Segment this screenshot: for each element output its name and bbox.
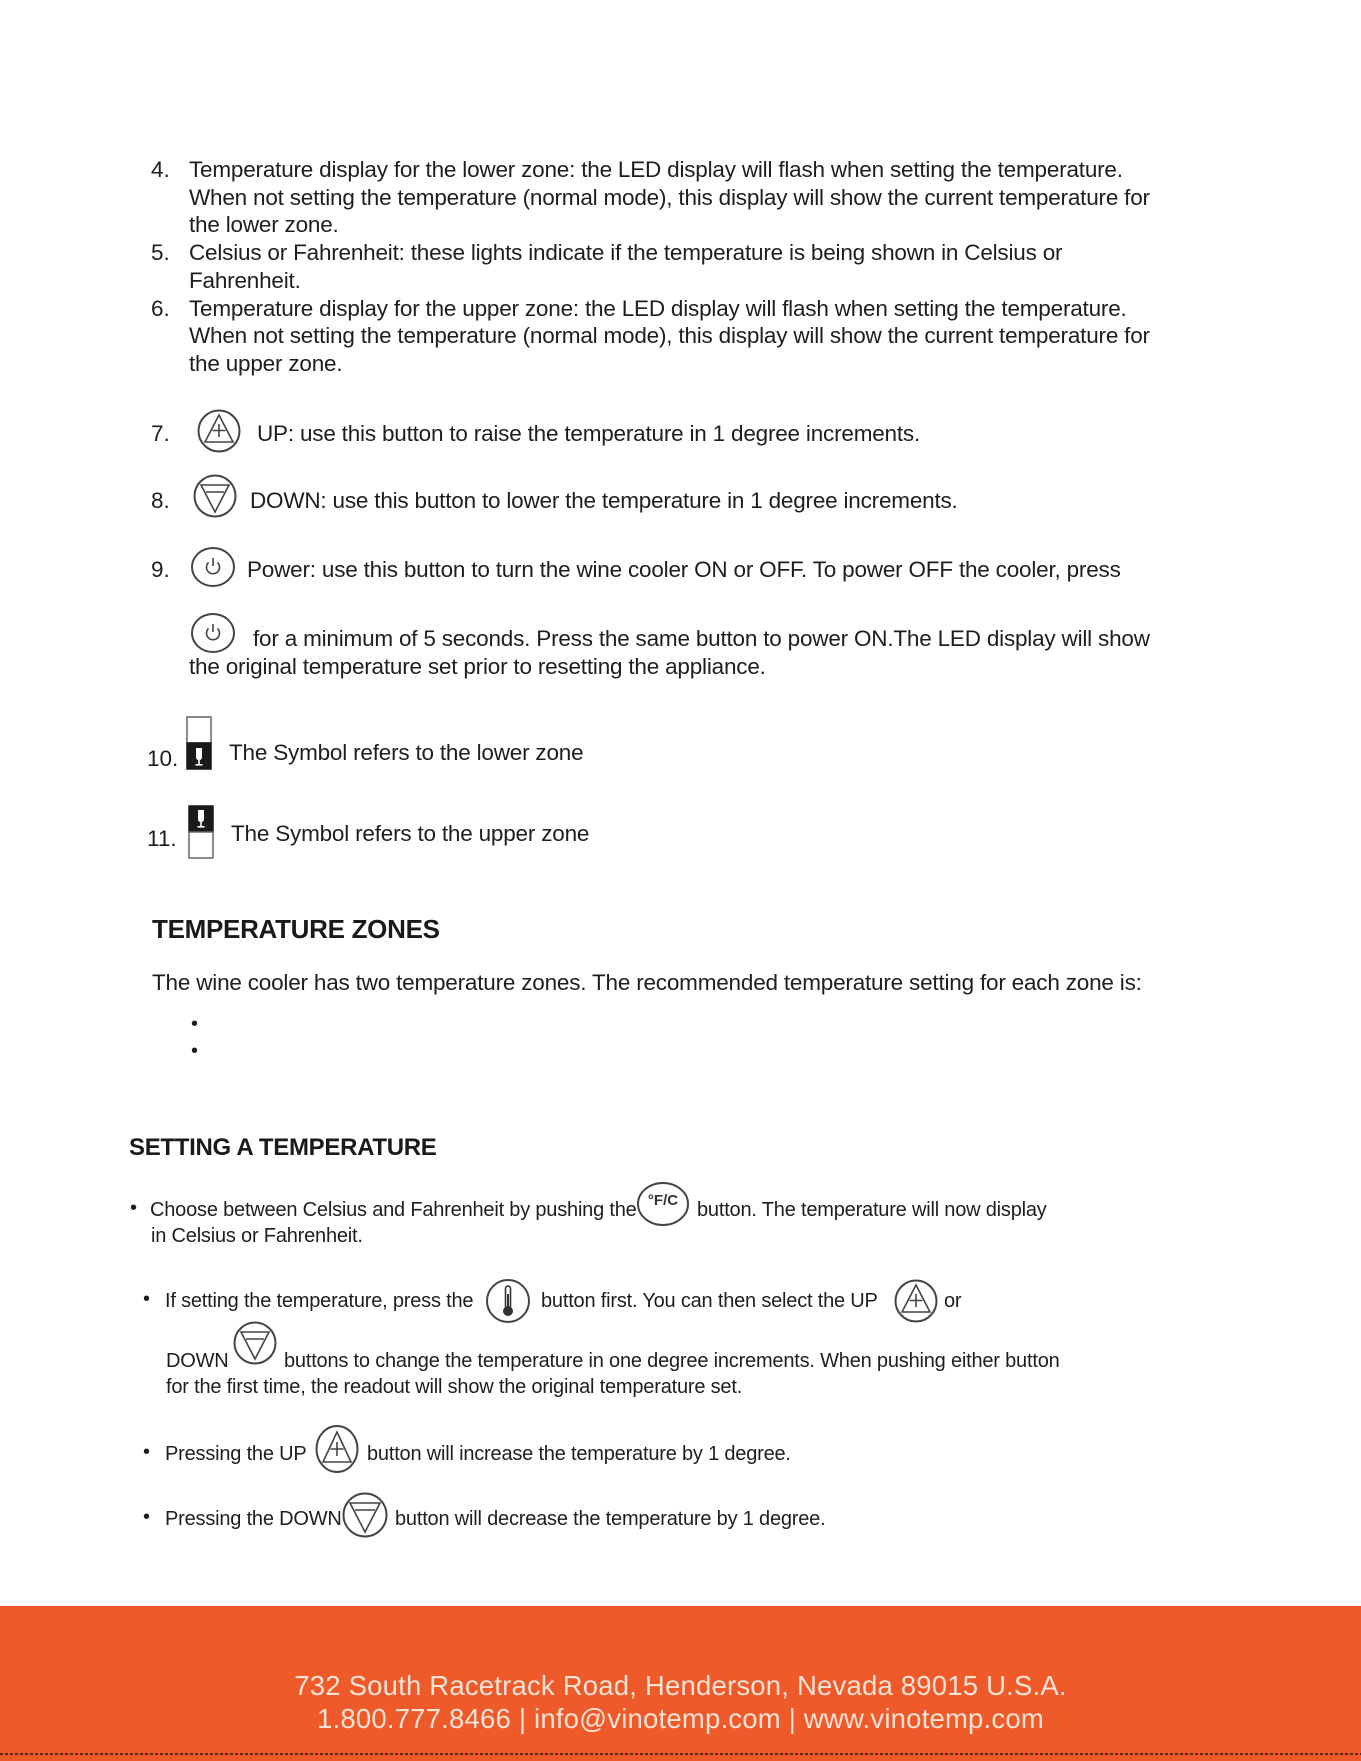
b2-pre: If setting the temperature, press the: [165, 1290, 474, 1312]
b1-post: button. The temperature will now display: [697, 1199, 1047, 1221]
empty-bullet: •: [191, 1040, 199, 1062]
b3-pre: Pressing the UP: [165, 1443, 307, 1465]
item4-line3: the lower zone.: [189, 212, 339, 237]
b1-line2: in Celsius or Fahrenheit.: [151, 1225, 363, 1247]
list-number: 8.: [151, 488, 170, 513]
b2-rest: buttons to change the temperature in one degree increments. When pushing either button: [284, 1350, 1060, 1372]
down-button-icon: [341, 1491, 389, 1539]
item8-text: DOWN: use this button to lower the temperature in 1 degree increments.: [250, 488, 958, 513]
b2-down: DOWN: [166, 1350, 229, 1372]
upper-zone-symbol-icon: [187, 804, 215, 862]
list-number: 5.: [151, 240, 170, 265]
item9-line3: the original temperature set prior to resetting the appliance.: [189, 654, 766, 679]
section-heading-setting-temperature: SETTING A TEMPERATURE: [129, 1134, 437, 1161]
fc-label: °F/C: [647, 1192, 679, 1209]
b3-post: button will increase the temperature by 1 degree.: [367, 1443, 791, 1465]
list-number: 11.: [147, 826, 177, 851]
footer-contact: 1.800.777.8466 | info@vinotemp.com | www.vinotemp.com: [317, 1703, 1044, 1734]
list-number: 7.: [151, 421, 170, 446]
power-button-icon: [190, 546, 236, 588]
item6-line2: When not setting the temperature (normal mode), this display will show the current temperature for: [189, 323, 1150, 348]
thermometer-button-icon: [485, 1278, 531, 1324]
up-button-icon: [893, 1278, 939, 1324]
item4-line2: When not setting the temperature (normal mode), this display will show the current temperature for: [189, 185, 1150, 210]
item6-line1: Temperature display for the upper zone: the LED display will flash when setting the temperature.: [189, 296, 1127, 321]
item5-line1: Celsius or Fahrenheit: these lights indicate if the temperature is being shown in Celsius or: [189, 240, 1063, 265]
item10-text: The Symbol refers to the lower zone: [229, 740, 584, 765]
bullet: •: [143, 1441, 151, 1463]
up-button-icon: [196, 408, 242, 454]
b1-pre: Choose between Celsius and Fahrenheit by pushing the: [150, 1199, 637, 1221]
b4-pre: Pressing the DOWN: [165, 1508, 342, 1530]
zones-intro: The wine cooler has two temperature zones. The recommended temperature setting for each zone is:: [152, 970, 1142, 995]
b2-line3: for the first time, the readout will show the original temperature set.: [166, 1376, 743, 1398]
footer-address: 732 South Racetrack Road, Henderson, Nevada 89015 U.S.A.: [294, 1670, 1067, 1701]
empty-bullet: •: [191, 1013, 199, 1035]
list-number: 9.: [151, 557, 170, 582]
down-button-icon: [232, 1320, 278, 1366]
footer-edge: [0, 1753, 1361, 1755]
item11-text: The Symbol refers to the upper zone: [231, 821, 590, 846]
item9-line1: Power: use this button to turn the wine cooler ON or OFF. To power OFF the cooler, press: [247, 557, 1121, 582]
section-heading-temperature-zones: TEMPERATURE ZONES: [152, 914, 440, 944]
list-number: 4.: [151, 157, 170, 182]
fahrenheit-celsius-button-icon: [636, 1180, 690, 1228]
bullet: •: [143, 1506, 151, 1528]
list-number: 6.: [151, 296, 170, 321]
bullet: •: [130, 1197, 138, 1219]
b2-or: or: [944, 1290, 962, 1312]
item5-line2: Fahrenheit.: [189, 268, 301, 293]
bullet: •: [143, 1288, 151, 1310]
b2-mid: button first. You can then select the UP: [541, 1290, 878, 1312]
b4-post: button will decrease the temperature by 1 degree.: [395, 1508, 826, 1530]
lower-zone-symbol-icon: [185, 715, 213, 773]
item4-line1: Temperature display for the lower zone: the LED display will flash when setting the temperature.: [189, 157, 1123, 182]
item9-line2: for a minimum of 5 seconds. Press the same button to power ON.The LED display will show: [253, 626, 1150, 651]
power-button-icon: [190, 612, 236, 654]
footer-bar: [0, 1606, 1361, 1761]
item7-text: UP: use this button to raise the temperature in 1 degree increments.: [257, 421, 921, 446]
list-number: 10.: [147, 746, 179, 771]
down-button-icon: [192, 473, 238, 519]
up-button-icon: [314, 1424, 360, 1474]
item6-line3: the upper zone.: [189, 351, 343, 376]
